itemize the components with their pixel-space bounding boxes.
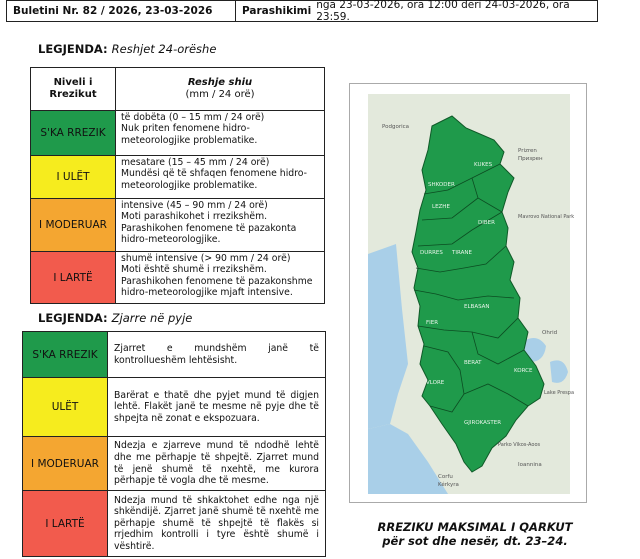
- rain-legend-label: LEGJENDA:: [38, 42, 108, 56]
- label-prizren-cyr: Призрен: [518, 156, 543, 162]
- rain-description: [116, 252, 325, 304]
- level-badge: I LARTË: [23, 491, 108, 557]
- label-vikos: Parko Vikos-Aoos: [498, 442, 541, 448]
- rain-description: [116, 199, 325, 252]
- rain-legend-table: [30, 67, 325, 304]
- level-badge: ULËT: [23, 378, 108, 437]
- fire-row-low: [23, 378, 326, 437]
- label-korce: KORCE: [514, 368, 533, 374]
- label-kukes: KUKES: [474, 162, 493, 168]
- rain-column-header: [116, 68, 325, 111]
- rain-column-unit: (mm / 24 orë): [185, 89, 255, 100]
- label-elbasan: ELBASAN: [464, 304, 490, 310]
- label-shkoder: SHKODER: [428, 182, 455, 188]
- label-vlore: VLORE: [426, 380, 445, 386]
- level-column-header: Niveli i Rrezikut: [31, 68, 116, 111]
- level-badge: S'KA RREZIK: [31, 111, 116, 156]
- label-berat: BERAT: [464, 360, 482, 366]
- rain-row-high: [31, 252, 325, 304]
- map-caption-title: RREZIKU MAKSIMAL I QARKUT: [377, 520, 573, 534]
- rain-amount: mesatare (15 – 45 mm / 24 orë): [121, 157, 270, 168]
- bulletin-number: Buletini Nr. 82 / 2026, 23-03-2026: [7, 1, 236, 21]
- label-corfu: Corfu: [438, 474, 453, 480]
- label-durres: DURRES: [420, 250, 443, 256]
- forecast-period: [236, 1, 597, 21]
- map-caption: [340, 521, 610, 549]
- rain-legend-header-row: [31, 68, 325, 111]
- rain-amount: intensive (45 – 90 mm / 24 orë): [121, 200, 268, 211]
- label-mavrovo: Mavrovo National Park: [518, 214, 575, 220]
- rain-legend-title: [38, 42, 216, 56]
- label-kerkyra: Kérkyra: [438, 482, 459, 488]
- fire-description: Barërat e thatë dhe pyjet mund të digjen lehtë. Flakët janë te mesme në pyje dhe të shpejta në zonat e ekspozuara.: [108, 378, 326, 437]
- rain-column-title: Reshje shiu: [187, 76, 253, 88]
- label-prespa: Lake Prespa: [544, 390, 575, 396]
- level-badge: S'KA RREZIK: [23, 332, 108, 378]
- fire-description: Ndezja e zjarreve mund të ndodhë lehtë dhe me përhapje të shpejtë. Zjarret mund të jenë shumë të nxehtë, me kurora përhapje të vogla dhe të mesme.: [108, 437, 326, 491]
- fire-legend-title: [38, 311, 192, 325]
- rain-amount: shumë intensive (> 90 mm / 24 orë): [121, 253, 291, 264]
- level-badge: I MODERUAR: [31, 199, 116, 252]
- risk-map: [368, 94, 575, 494]
- fire-legend-label: LEGJENDA:: [38, 311, 108, 325]
- fire-legend-subtitle: Zjarre në pyje: [111, 311, 193, 325]
- forecast-text: nga 23-03-2026, ora 12:00 deri 24-03-2026, ora 23:59.: [316, 0, 570, 23]
- label-prizren: Prizren: [518, 148, 537, 154]
- bulletin-header: [6, 0, 598, 22]
- label-ioannina: Ioannina: [518, 462, 542, 468]
- rain-description: [116, 156, 325, 199]
- label-ohrid: Ohrid: [542, 330, 558, 336]
- rain-effect: Moti është shumë i rrezikshëm. Parashikohen fenomene të pazakonshme hidro-meteorologjike mjaft intensive.: [121, 264, 313, 298]
- rain-row-low: [31, 156, 325, 199]
- fire-row-moderate: [23, 437, 326, 491]
- rain-amount: të dobëta (0 – 15 mm / 24 orë): [121, 112, 265, 123]
- level-badge: I LARTË: [31, 252, 116, 304]
- fire-description: Zjarret e mundshëm janë të kontrollueshëm lehtësisht.: [108, 332, 326, 378]
- risk-map-frame: [349, 83, 587, 503]
- label-podgorica: Podgorica: [382, 124, 410, 130]
- rain-row-none: [31, 111, 325, 156]
- rain-row-moderate: [31, 199, 325, 252]
- rain-effect: Moti parashikohet i rrezikshëm. Parashikohen fenomene të pazakonta hidro-meteorologjike.: [121, 211, 297, 245]
- forecast-label: Parashikimi: [242, 5, 312, 17]
- rain-effect: Nuk priten fenomene hidro-meteorologjike problematike.: [121, 123, 258, 146]
- map-caption-date: për sot dhe nesër, dt. 23–24.: [382, 533, 568, 548]
- label-gjirokaster: GJIROKASTER: [464, 420, 502, 426]
- level-badge: I MODERUAR: [23, 437, 108, 491]
- label-diber: DIBER: [478, 220, 495, 226]
- fire-row-high: [23, 491, 326, 557]
- label-tirane: TIRANE: [452, 250, 472, 256]
- rain-effect: Mundësi që të shfaqen fenomene hidro-meteorologjike problematike.: [121, 168, 308, 191]
- label-lezhe: LEZHE: [432, 204, 450, 210]
- fire-row-none: [23, 332, 326, 378]
- level-badge: I ULËT: [31, 156, 116, 199]
- fire-description: Ndezja mund të shkaktohet edhe nga një shkëndijë. Zjarret janë shumë të nxehtë me përhapje shumë të shpejtë të flakës si rrjedhim kontrolli i tyre është shumë i vështirë.: [108, 491, 326, 557]
- fire-legend-table: [22, 331, 326, 557]
- rain-description: [116, 111, 325, 156]
- albania-map: [368, 94, 575, 494]
- rain-legend-subtitle: Reshjet 24-orëshe: [111, 42, 217, 56]
- label-fier: FIER: [426, 320, 439, 326]
